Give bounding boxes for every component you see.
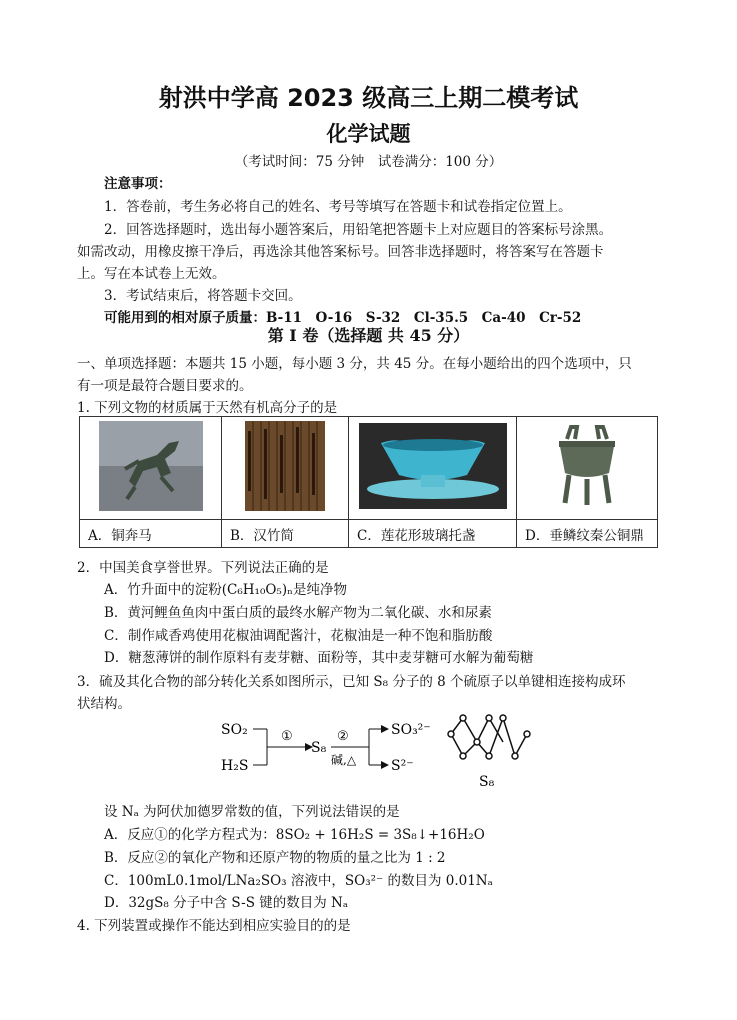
q1-option-c: C．莲花形玻璃托盏 (349, 520, 517, 548)
q1-option-d: D．垂鳞纹秦公铜鼎 (517, 520, 658, 548)
q3-option-c: C．100mL0.1mol/LNa₂SO₃ 溶液中，SO₃²⁻ 的数目为 0.01Nₐ (104, 873, 493, 889)
notice-item-1: 1．答卷前，考生务必将自己的姓名、考号等填写在答题卡和试卷指定位置上。 (104, 199, 572, 215)
q3-lead: 设 Nₐ 为阿伏加德罗常数的值，下列说法错误的是 (104, 804, 400, 820)
so2-label: SO₂ (221, 722, 248, 738)
q2-option-c: C．制作咸香鸡使用花椒油调配酱汁，花椒油是一种不饱和脂肪酸 (104, 628, 493, 644)
q2-option-d: D．糖葱薄饼的制作原料有麦芽糖、面粉等，其中麦芽糖可水解为葡萄糖 (104, 650, 534, 666)
bronze-horse-image (80, 417, 222, 520)
sulfur-conversion-diagram (215, 712, 535, 794)
section-intro-2: 有一项是最符合题目要求的。 (77, 378, 253, 394)
step-1-label: ① (281, 729, 293, 744)
q3-stem-1: 3．硫及其化合物的部分转化关系如图所示，已知 S₈ 分子的 8 个硫原子以单键相连接构成环 (77, 674, 626, 690)
notice-item-2a: 2．回答选择题时，选出每小题答案后，用铅笔把答题卡上对应题目的答案标号涂黑。 (104, 222, 613, 238)
notice-item-3: 3．考试结束后，将答题卡交回。 (104, 288, 302, 304)
condition-label: 碱,△ (331, 753, 357, 767)
atomic-masses: 可能用到的相对原子质量：B-11 O-16 S-32 Cl-35.5 Ca-40 Cr-52 (104, 310, 582, 326)
notice-heading: 注意事项： (104, 176, 172, 192)
s8-ring-label: S₈ (479, 774, 495, 790)
q1-stem: 1. 下列文物的材质属于天然有机高分子的是 (77, 400, 338, 416)
q3-option-d: D．32gS₈ 分子中含 S-S 键的数目为 Nₐ (104, 895, 349, 911)
section-intro-1: 一、单项选择题：本题共 15 小题，每小题 3 分，共 45 分。在每小题给出的四个选项中，只 (77, 356, 632, 372)
q3-option-a: A．反应①的化学方程式为：8SO₂ + 16H₂S = 3S₈↓+16H₂O (104, 827, 485, 843)
q1-options-table (79, 416, 658, 548)
subject-title: 化学试题 (326, 122, 411, 146)
q4-stem: 4. 下列装置或操作不能达到相应实验目的的是 (77, 918, 351, 934)
q3-stem-2: 状结构。 (77, 696, 131, 712)
sulfide-label: S²⁻ (391, 758, 414, 774)
h2s-label: H₂S (221, 758, 249, 774)
exam-title: 射洪中学高 2023 级高三上期二模考试 (158, 84, 579, 112)
notice-item-2b: 如需改动，用橡皮擦干净后，再选涂其他答案标号。回答非选择题时，将答案写在答题卡 (77, 244, 604, 260)
section-title: 第 I 卷（选择题 共 45 分） (267, 326, 470, 345)
notice-item-2c: 上。写在本试卷上无效。 (77, 266, 226, 282)
s8-ring-structure (448, 715, 530, 759)
bamboo-slips-image (222, 417, 349, 520)
glass-cup-image (349, 417, 517, 520)
q1-option-a: A．铜奔马 (80, 520, 222, 548)
q2-option-a: A．竹升面中的淀粉(C₆H₁₀O₅)ₙ是纯净物 (104, 582, 347, 598)
s8-label: S₈ (311, 740, 327, 756)
exam-info: （考试时间：75 分钟 试卷满分：100 分） (234, 154, 503, 170)
q2-stem: 2．中国美食享誉世界。下列说法正确的是 (77, 560, 329, 576)
q1-option-b: B．汉竹简 (222, 520, 349, 548)
step-2-label: ② (337, 729, 349, 744)
bronze-ding-image (517, 417, 658, 520)
q2-option-b: B．黄河鲤鱼鱼肉中蛋白质的最终水解产物为二氧化碳、水和尿素 (104, 605, 492, 621)
sulfite-label: SO₃²⁻ (391, 722, 431, 738)
q3-option-b: B．反应②的氧化产物和还原产物的物质的量之比为 1 : 2 (104, 850, 446, 866)
